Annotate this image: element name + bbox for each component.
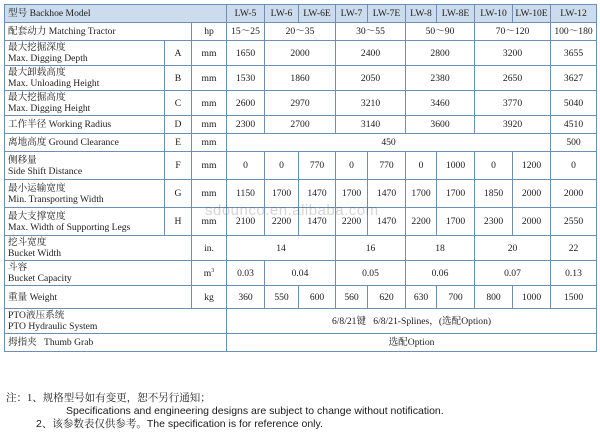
value-cell: 1700 <box>336 180 368 208</box>
table-row <box>5 309 597 334</box>
value-cell: 16 <box>336 236 406 261</box>
table-row <box>5 286 597 309</box>
table-row <box>5 152 597 180</box>
spec-sheet <box>4 4 596 352</box>
value-cell: 0 <box>227 152 265 180</box>
row-label: 工作半径 Working Radius <box>5 116 165 134</box>
model-name: LW-6 <box>265 5 299 23</box>
model-label: 型号 Backhoe Model <box>5 5 227 23</box>
value-cell: 0.03 <box>227 261 265 286</box>
note-2: 2、该参数表仅供参考。The specification is for reference only. <box>36 418 323 430</box>
model-name: LW-5 <box>227 5 265 23</box>
model-name: LW-12 <box>551 5 597 23</box>
table-row <box>5 66 597 91</box>
value-cell: 2000 <box>513 180 551 208</box>
value-cell: 800 <box>475 286 513 309</box>
value-cell: 2380 <box>406 66 475 91</box>
value-cell: 1470 <box>299 208 336 236</box>
value-cell: 550 <box>265 286 299 309</box>
value-cell: 0.13 <box>551 261 597 286</box>
value-cell: 1470 <box>368 180 406 208</box>
model-name: LW-7E <box>368 5 406 23</box>
value-cell: 0.06 <box>406 261 475 286</box>
value-cell: 70～120 <box>475 23 551 41</box>
value-cell: 0.07 <box>475 261 551 286</box>
value-cell: 770 <box>299 152 336 180</box>
row-label: 斗容 Bucket Capacity <box>5 261 192 286</box>
value-cell: 2700 <box>265 116 336 134</box>
value-cell: 770 <box>368 152 406 180</box>
notes <box>6 392 596 431</box>
code-cell: D <box>165 116 192 134</box>
header-row <box>5 5 597 23</box>
code-cell: E <box>165 134 192 152</box>
value-cell: 30～55 <box>336 23 406 41</box>
row-label: 最大挖掘高度 Max. Digging Height <box>5 91 165 116</box>
model-name: LW-6E <box>299 5 336 23</box>
unit-cell: kg <box>192 286 227 309</box>
row-label: 挖斗宽度 Bucket Width <box>5 236 192 261</box>
value-cell: 50～90 <box>406 23 475 41</box>
code-cell: C <box>165 91 192 116</box>
value-cell: 3140 <box>336 116 406 134</box>
value-cell: 3770 <box>475 91 551 116</box>
unit-cell: mm <box>192 208 227 236</box>
value-cell: 0.05 <box>336 261 406 286</box>
model-name: LW-8E <box>437 5 475 23</box>
table-row <box>5 261 597 286</box>
table-row <box>5 334 597 352</box>
value-cell: 0 <box>336 152 368 180</box>
model-name: LW-7 <box>336 5 368 23</box>
value-cell: 1700 <box>437 180 475 208</box>
value-cell: 3210 <box>336 91 406 116</box>
code-cell: B <box>165 66 192 91</box>
row-label: 最小运输宽度 Min. Transporting Width <box>5 180 165 208</box>
value-cell: 560 <box>336 286 368 309</box>
code-cell: F <box>165 152 192 180</box>
value-cell: 3460 <box>406 91 475 116</box>
value-cell: 1860 <box>265 66 336 91</box>
value-cell: 5040 <box>551 91 597 116</box>
value-cell: 2300 <box>227 116 265 134</box>
row-label: 重量 Weight <box>5 286 192 309</box>
row-label: 侧移量 Side Shift Distance <box>5 152 165 180</box>
value-cell: 0 <box>406 152 437 180</box>
value-cell: 1530 <box>227 66 265 91</box>
value-cell: 1470 <box>368 208 406 236</box>
value-cell: 3627 <box>551 66 597 91</box>
value-cell: 2970 <box>265 91 336 116</box>
row-label: 最大卸载高度 Max. Unloading Height <box>5 66 165 91</box>
unit-cell: mm <box>192 91 227 116</box>
value-cell: 2100 <box>227 208 265 236</box>
value-cell: 1700 <box>437 208 475 236</box>
value-cell: 2000 <box>551 180 597 208</box>
table-row <box>5 208 597 236</box>
unit-cell: hp <box>192 23 227 41</box>
table-row <box>5 91 597 116</box>
value-cell: 2600 <box>227 91 265 116</box>
value-cell: 2200 <box>406 208 437 236</box>
value-cell: 450 <box>227 134 551 152</box>
value-cell: 1500 <box>551 286 597 309</box>
unit-cell: mm <box>192 152 227 180</box>
watermark: sdounco.en.alibaba.com <box>205 202 379 219</box>
value-cell: 3200 <box>475 41 551 66</box>
unit-cell: mm <box>192 66 227 91</box>
value-cell: 4510 <box>551 116 597 134</box>
value-cell: 20 <box>475 236 551 261</box>
value-cell: 2800 <box>406 41 475 66</box>
value-cell: 20～35 <box>265 23 336 41</box>
value-cell: 500 <box>551 134 597 152</box>
value-cell: 2200 <box>336 208 368 236</box>
value-cell: 0 <box>551 152 597 180</box>
unit-cell: mm <box>192 116 227 134</box>
spec-table <box>4 4 597 352</box>
model-name: LW-10 <box>475 5 513 23</box>
value-cell: 14 <box>227 236 336 261</box>
value-cell: 3600 <box>406 116 475 134</box>
model-name: LW-8 <box>406 5 437 23</box>
row-label: 最大支撑宽度 Max. Width of Supporting Legs <box>5 208 165 236</box>
value-cell: 1000 <box>437 152 475 180</box>
table-row <box>5 180 597 208</box>
table-row <box>5 134 597 152</box>
table-row <box>5 236 597 261</box>
value-cell: 630 <box>406 286 437 309</box>
table-row <box>5 116 597 134</box>
value-cell: 1000 <box>513 286 551 309</box>
row-label: 最大挖掘深度 Max. Digging Depth <box>5 41 165 66</box>
value-cell: 2550 <box>551 208 597 236</box>
table-row <box>5 23 597 41</box>
value-cell: 6/8/21键 6/8/21-Splines，(选配Option) <box>227 309 597 334</box>
table-row <box>5 41 597 66</box>
value-cell: 2000 <box>265 41 336 66</box>
value-cell: 100～180 <box>551 23 597 41</box>
value-cell: 2400 <box>336 41 406 66</box>
value-cell: 1470 <box>299 180 336 208</box>
value-cell: 3920 <box>475 116 551 134</box>
value-cell: 360 <box>227 286 265 309</box>
code-cell: A <box>165 41 192 66</box>
value-cell: 2650 <box>475 66 551 91</box>
value-cell: 1200 <box>513 152 551 180</box>
value-cell: 1700 <box>265 180 299 208</box>
value-cell: 18 <box>406 236 475 261</box>
value-cell: 1700 <box>406 180 437 208</box>
value-cell: 1150 <box>227 180 265 208</box>
unit-cell: mm <box>192 134 227 152</box>
value-cell: 2000 <box>513 208 551 236</box>
value-cell: 0.04 <box>265 261 336 286</box>
value-cell: 15～25 <box>227 23 265 41</box>
value-cell: 3655 <box>551 41 597 66</box>
value-cell: 选配Option <box>227 334 597 352</box>
code-cell: H <box>165 208 192 236</box>
value-cell: 22 <box>551 236 597 261</box>
note-1: 注：1、规格型号如有变更，恕不另行通知； <box>6 393 211 404</box>
value-cell: 0 <box>265 152 299 180</box>
value-cell: 620 <box>368 286 406 309</box>
unit-cell: in. <box>192 236 227 261</box>
value-cell: 2050 <box>336 66 406 91</box>
value-cell: 2200 <box>265 208 299 236</box>
row-label: 配套动力 Matching Tractor <box>5 23 192 41</box>
unit-cell: mm <box>192 41 227 66</box>
row-label: 离地高度 Ground Clearance <box>5 134 165 152</box>
unit-cell: mm <box>192 180 227 208</box>
value-cell: 600 <box>299 286 336 309</box>
note-1-en: Specifications and engineering designs are subject to change without notification. <box>66 405 444 417</box>
model-name: LW-10E <box>513 5 551 23</box>
value-cell: 2300 <box>475 208 513 236</box>
row-label: PTO液压系统 PTO Hydraulic System <box>5 309 227 334</box>
code-cell: G <box>165 180 192 208</box>
value-cell: 700 <box>437 286 475 309</box>
row-label: 拇指夹 Thumb Grab <box>5 334 227 352</box>
value-cell: 0 <box>475 152 513 180</box>
value-cell: 1650 <box>227 41 265 66</box>
value-cell: 1850 <box>475 180 513 208</box>
unit-cell: $m^3$ <box>192 261 227 286</box>
